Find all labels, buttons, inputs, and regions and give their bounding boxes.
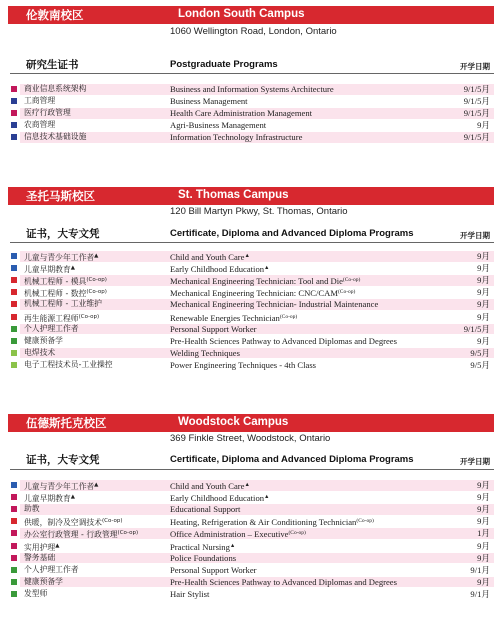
program-start-date: 9/5月 (470, 359, 490, 370)
program-row (0, 528, 500, 539)
category-square-icon (11, 555, 17, 561)
program-name-en (170, 541, 235, 553)
program-name-cn (24, 299, 102, 310)
program-start-date: 9月 (477, 299, 490, 310)
program-name-cn-text: 健康预备学 (24, 335, 63, 345)
program-name-en (170, 263, 270, 275)
program-row (0, 299, 500, 310)
program-name-cn (24, 275, 107, 288)
program-name-en (170, 132, 302, 143)
program-name-en (170, 589, 209, 600)
program-row (0, 553, 500, 564)
header-divider (10, 469, 494, 470)
category-square-icon (11, 338, 17, 344)
program-start-date: 9/1/5月 (463, 108, 490, 119)
program-start-date: 9/1/5月 (463, 96, 490, 107)
program-start-date: 9月 (477, 552, 490, 563)
program-start-date: 9月 (477, 120, 490, 131)
program-name-cn (24, 132, 86, 143)
program-name-en (170, 504, 240, 515)
program-name-cn-text: 工商管理 (24, 96, 56, 106)
program-name-cn-text: 办公室行政管理 - 行政管理 (24, 530, 118, 540)
program-name-en-text: Mechanical Engineering Technician: CNC/CAM (170, 288, 338, 299)
category-square-icon (11, 122, 17, 128)
program-name-cn (24, 348, 55, 359)
program-row (0, 589, 500, 600)
program-name-en-text: Pre-Health Sciences Pathway to Advanced Diplomas and Degrees (170, 576, 397, 587)
program-name-cn-text: 警务基础 (24, 552, 56, 562)
program-name-en (170, 553, 236, 564)
category-square-icon (11, 350, 17, 356)
category-square-icon (11, 543, 17, 549)
campus-name-cn: 圣托马斯校区 (26, 189, 95, 203)
program-name-cn (24, 565, 79, 576)
category-square-icon (11, 591, 17, 597)
program-row (0, 336, 500, 347)
program-start-date: 9/1/5月 (463, 132, 490, 143)
row-shading (20, 324, 494, 335)
program-start-date: 9/1月 (470, 588, 490, 599)
campus-name-cn: 伍德斯托克校区 (26, 416, 107, 430)
program-note-mark: ▲ (264, 494, 270, 501)
program-start-date: 9月 (477, 480, 490, 490)
program-name-en-text: Health Care Administration Management (170, 108, 312, 119)
program-category-cn: 证书，大专文凭 (26, 228, 100, 240)
program-name-en (170, 299, 378, 310)
program-name-cn-text: 发型师 (24, 588, 48, 598)
campus-name-en: St. Thomas Campus (178, 189, 289, 201)
program-note-mark: (Co-op) (86, 289, 107, 296)
program-note-mark: ▲ (244, 253, 250, 259)
program-name-cn-text: 医疗行政管理 (24, 108, 71, 118)
program-name-cn (24, 251, 98, 264)
program-name-en-text: Renewable Energies Technician (170, 312, 280, 323)
program-start-date: 9月 (477, 504, 490, 515)
category-square-icon (11, 362, 17, 368)
program-note-mark: (Co-op) (78, 313, 100, 320)
program-name-en-text: Personal Support Worker (170, 564, 257, 575)
program-name-en (170, 565, 257, 576)
program-note-mark: ▲ (264, 265, 270, 272)
campus-address: 369 Finkle Street, Woodstock, Ontario (170, 433, 331, 444)
program-category-en: Postgraduate Programs (170, 59, 278, 70)
program-name-en-text: Information Technology Infrastructure (170, 132, 303, 143)
program-row (0, 132, 500, 143)
program-row (0, 287, 500, 298)
program-note-mark: (Co-op) (288, 530, 306, 537)
program-name-cn-text: 儿童早期教育 (24, 265, 71, 275)
program-name-en-text: Welding Techniques (170, 347, 240, 358)
program-name-cn-text: 个人护理工作者 (24, 323, 79, 333)
program-name-cn (24, 360, 113, 371)
start-date-header: 开学日期 (460, 231, 490, 240)
category-square-icon (11, 98, 17, 104)
program-name-en (170, 287, 355, 299)
program-name-en (170, 480, 250, 492)
program-name-en-text: Office Administration – Executive (170, 529, 289, 540)
program-row (0, 360, 500, 371)
header-divider (10, 73, 494, 74)
program-name-en-text: Business Management (170, 96, 248, 107)
program-row (0, 263, 500, 274)
header-divider (10, 242, 494, 243)
program-name-cn (24, 528, 138, 541)
category-square-icon (11, 277, 17, 283)
program-name-cn (24, 541, 59, 554)
program-name-cn (24, 577, 63, 588)
category-square-icon (11, 289, 17, 295)
category-square-icon (11, 314, 17, 320)
program-start-date: 1月 (477, 528, 490, 539)
program-start-date: 9/1/5月 (463, 84, 490, 94)
program-row (0, 275, 500, 286)
program-name-cn-text: 儿童与青少年工作者 (24, 482, 95, 491)
campus-banner (8, 414, 494, 432)
program-row (0, 324, 500, 335)
program-note-mark: (Co-op) (101, 518, 123, 525)
program-note-mark: ▲ (70, 265, 76, 272)
category-square-icon (11, 110, 17, 116)
program-name-cn-text: 机械工程师 - 数控 (24, 289, 87, 299)
program-name-en-text: Police Foundations (170, 552, 237, 563)
program-name-en (170, 312, 297, 324)
program-name-cn-text: 儿童早期教育 (24, 494, 71, 504)
program-name-cn-text: 机械工程师 - 模具 (24, 277, 87, 287)
program-name-cn (24, 96, 55, 107)
program-note-mark: (Co-op) (356, 518, 374, 525)
program-name-en-text: Agri-Business Management (170, 120, 267, 131)
program-name-en-text: Personal Support Worker (170, 323, 257, 334)
program-name-en (170, 96, 248, 107)
category-square-icon (11, 494, 17, 500)
program-note-mark: ▲ (94, 253, 99, 259)
program-name-en (170, 84, 334, 95)
program-name-cn (24, 589, 47, 600)
campus-banner (8, 6, 494, 24)
campus-address: 1060 Wellington Road, London, Ontario (170, 26, 337, 37)
row-shading (20, 553, 494, 564)
program-name-cn (24, 480, 98, 493)
program-category-cn: 证书，大专文凭 (26, 454, 100, 466)
row-shading (20, 348, 494, 359)
start-date-header: 开学日期 (460, 62, 490, 71)
program-row (0, 312, 500, 323)
program-name-cn-text: 儿童与青少年工作者 (24, 253, 95, 262)
program-start-date: 9/1月 (470, 564, 490, 575)
program-name-en (170, 577, 397, 588)
category-square-icon (11, 579, 17, 585)
category-square-icon (11, 326, 17, 332)
program-name-en (170, 120, 266, 131)
program-start-date: 9月 (477, 263, 490, 274)
program-name-en-text: Heating, Refrigeration & Air Conditioning Technician (170, 517, 357, 528)
program-start-date: 9月 (477, 516, 490, 527)
program-start-date: 9月 (477, 287, 490, 298)
program-name-en (170, 348, 240, 359)
category-square-icon (11, 567, 17, 573)
category-square-icon (11, 86, 17, 92)
category-square-icon (11, 134, 17, 140)
program-name-en-text: Child and Youth Care (170, 252, 245, 262)
program-name-en-text: Mechanical Engineering Technician- Industrial Maintenance (170, 299, 379, 310)
program-name-en-text: Early Childhood Education (170, 264, 265, 275)
program-name-en-text: Early Childhood Education (170, 493, 265, 504)
program-name-en (170, 108, 312, 119)
program-name-cn (24, 516, 123, 529)
program-name-en (170, 360, 316, 371)
program-category-cn: 研究生证书 (26, 59, 79, 71)
program-name-cn (24, 553, 55, 564)
program-note-mark: ▲ (55, 542, 60, 549)
program-note-mark: (Co-op) (337, 289, 356, 296)
program-name-cn-text: 实用护理 (24, 542, 56, 552)
program-name-cn-text: 供暖，制冷及空调技术 (24, 518, 102, 528)
program-note-mark: ▲ (70, 494, 76, 501)
category-square-icon (11, 518, 17, 524)
program-name-cn (24, 263, 75, 276)
category-square-icon (11, 265, 17, 271)
program-note-mark: ▲ (94, 482, 99, 488)
program-name-cn-text: 农商管理 (24, 120, 56, 130)
program-name-cn (24, 312, 99, 325)
program-note-mark: (Co-op) (86, 277, 107, 284)
program-name-en (170, 336, 397, 347)
program-name-cn-text: 电子工程技术员-工业操控 (24, 359, 113, 369)
program-row (0, 504, 500, 515)
program-row (0, 516, 500, 527)
program-name-cn-text: 信息技术基础设施 (24, 132, 87, 142)
program-note-mark: (Co-op) (117, 530, 139, 537)
program-name-cn (24, 287, 107, 300)
program-start-date: 9月 (477, 311, 490, 322)
program-category-en: Certificate, Diploma and Advanced Diploma Programs (170, 228, 414, 239)
program-start-date: 9月 (477, 492, 490, 503)
program-name-en-text: Pre-Health Sciences Pathway to Advanced Diplomas and Degrees (170, 335, 397, 346)
program-start-date: 9月 (477, 251, 490, 261)
program-name-en (170, 516, 374, 528)
program-name-en (170, 528, 306, 540)
category-square-icon (11, 253, 17, 259)
program-name-en-text: Mechanical Engineering Technician: Tool and Die (170, 276, 343, 287)
program-row (0, 120, 500, 131)
program-name-en-text: Power Engineering Techniques - 4th Class (170, 359, 317, 370)
program-name-cn (24, 324, 79, 335)
program-name-en-text: Practical Nursing (170, 541, 230, 552)
program-name-cn-text: 商业信息系统架构 (24, 84, 87, 93)
program-name-en (170, 251, 250, 263)
program-name-en-text: Educational Support (170, 504, 241, 515)
program-name-cn (24, 504, 40, 515)
program-start-date: 9/1/5月 (463, 323, 490, 334)
category-square-icon (11, 482, 17, 488)
start-date-header: 开学日期 (460, 457, 490, 466)
program-category-en: Certificate, Diploma and Advanced Diploma Programs (170, 454, 414, 465)
program-name-cn-text: 助教 (24, 504, 40, 514)
campus-name-cn: 伦敦南校区 (26, 8, 84, 22)
campus-address: 120 Bill Martyn Pkwy, St. Thomas, Ontario (170, 206, 348, 217)
program-name-en-text: Business and Information Systems Architecture (170, 84, 334, 94)
program-start-date: 9月 (477, 576, 490, 587)
program-name-en (170, 275, 360, 287)
program-row (0, 96, 500, 107)
program-note-mark: (Co-op) (279, 313, 298, 320)
program-name-cn (24, 108, 71, 119)
program-note-mark: ▲ (244, 482, 250, 488)
program-note-mark: (Co-op) (342, 277, 361, 284)
campus-name-en: Woodstock Campus (178, 416, 289, 428)
program-row (0, 84, 500, 95)
program-row (0, 565, 500, 576)
program-row (0, 348, 500, 359)
program-start-date: 9月 (477, 275, 490, 286)
program-row (0, 480, 500, 491)
program-row (0, 541, 500, 552)
program-name-en-text: Child and Youth Care (170, 481, 245, 491)
program-name-en (170, 492, 270, 504)
program-name-en-text: Hair Stylist (170, 588, 210, 599)
category-square-icon (11, 301, 17, 307)
program-name-cn-text: 电焊技术 (24, 347, 56, 357)
row-shading (20, 504, 494, 515)
program-row (0, 108, 500, 119)
program-start-date: 9/5月 (470, 347, 490, 358)
category-square-icon (11, 530, 17, 536)
program-row (0, 251, 500, 262)
campus-name-en: London South Campus (178, 8, 305, 20)
program-name-cn-text: 再生能源工程师 (24, 313, 79, 323)
program-name-cn-text: 机械工程师 - 工业维护 (24, 299, 102, 309)
program-row (0, 577, 500, 588)
program-name-cn (24, 84, 86, 95)
program-start-date: 9月 (477, 540, 490, 551)
program-row (0, 492, 500, 503)
program-note-mark: ▲ (229, 542, 236, 549)
program-name-cn-text: 健康预备学 (24, 576, 63, 586)
program-name-cn (24, 336, 63, 347)
program-name-cn (24, 120, 55, 131)
category-square-icon (11, 506, 17, 512)
program-name-cn-text: 个人护理工作者 (24, 564, 79, 574)
program-name-en (170, 324, 257, 335)
program-start-date: 9月 (477, 335, 490, 346)
program-name-cn (24, 492, 75, 505)
campus-banner (8, 187, 494, 205)
